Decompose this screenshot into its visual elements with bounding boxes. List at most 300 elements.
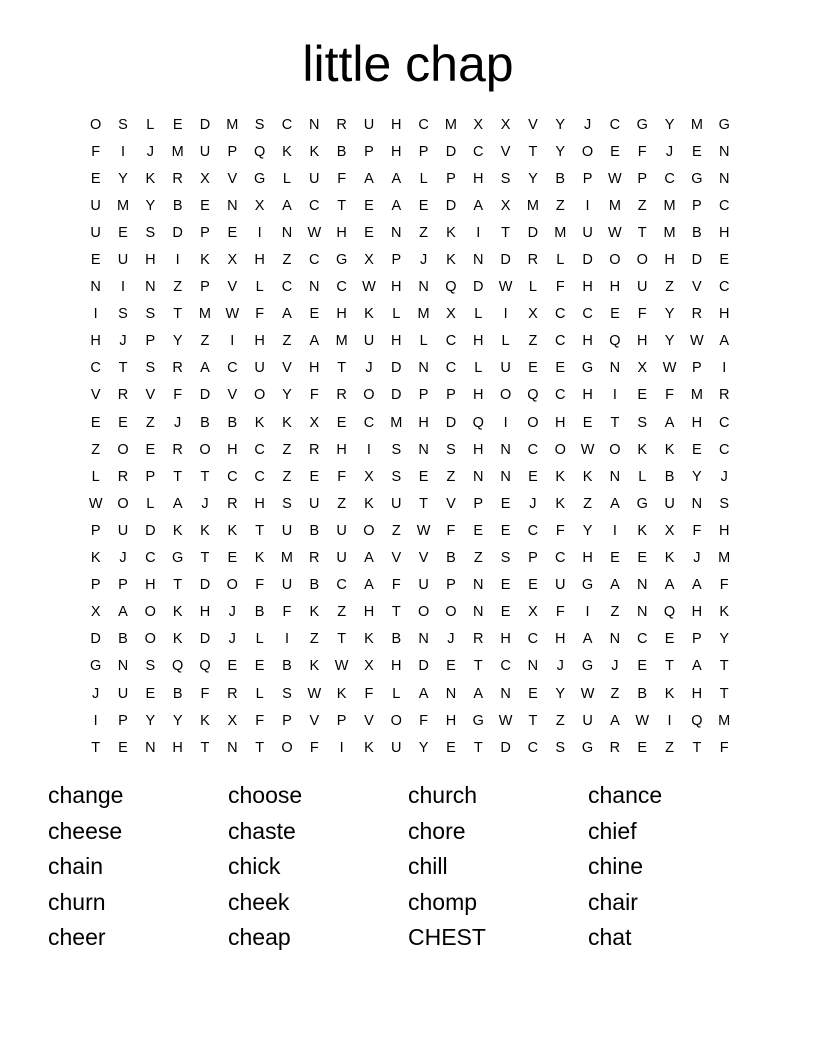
grid-letter: C [718, 279, 730, 296]
grid-letter: O [609, 252, 621, 269]
grid-letter: P [145, 333, 156, 350]
grid-letter: H [363, 604, 375, 621]
grid-letter: O [199, 441, 211, 458]
grid-letter: P [90, 522, 101, 539]
grid-letter: E [582, 414, 593, 431]
grid-letter: K [719, 604, 730, 621]
grid-letter: K [172, 631, 183, 648]
grid-letter: K [364, 739, 374, 756]
grid-letter: Y [664, 333, 675, 350]
grid-letter: E [500, 495, 511, 512]
grid-letter: H [254, 252, 265, 269]
grid-letter: C [582, 306, 593, 323]
word-list-item: chick [228, 853, 281, 880]
grid-letter: O [636, 252, 648, 269]
grid-letter: C [90, 360, 101, 377]
grid-letter: E [500, 577, 511, 594]
grid-letter: Q [609, 333, 621, 350]
grid-letter: H [555, 414, 566, 431]
word-list [48, 778, 768, 956]
grid-letter: I [93, 712, 98, 729]
grid-letter: H [691, 604, 703, 621]
grid-letter: T [719, 685, 729, 702]
grid-letter: M [444, 116, 457, 133]
grid-letter: P [473, 495, 484, 512]
grid-letter: H [336, 306, 347, 323]
grid-letter: B [692, 224, 702, 241]
grid-letter: F [555, 279, 565, 296]
grid-letter: R [473, 631, 484, 648]
grid-letter: O [581, 143, 594, 160]
grid-row [82, 653, 738, 680]
grid-letter: E [418, 468, 429, 485]
grid-letter: C [555, 306, 566, 323]
grid-letter: P [582, 170, 593, 187]
grid-letter: J [228, 604, 236, 621]
grid-letter: C [609, 116, 621, 133]
grid-letter: X [528, 604, 538, 621]
grid-letter: H [172, 739, 183, 756]
grid-letter: R [336, 116, 347, 133]
grid-letter: E [364, 197, 374, 214]
grid-letter: E [118, 414, 128, 431]
grid-row [82, 274, 738, 301]
grid-letter: C [636, 631, 648, 648]
grid-letter: T [118, 360, 128, 377]
grid-row [82, 734, 738, 761]
grid-letter: K [200, 712, 210, 729]
grid-letter: C [445, 333, 457, 350]
grid-letter: E [719, 252, 730, 269]
word-list-item: chance [588, 782, 663, 808]
grid-letter: V [227, 387, 238, 404]
grid-letter: T [173, 306, 183, 323]
grid-letter: N [473, 604, 484, 621]
grid-letter: N [500, 685, 511, 702]
grid-letter: Q [663, 604, 676, 621]
grid-letter: O [281, 739, 293, 756]
grid-letter: I [257, 224, 262, 241]
grid-letter: N [691, 495, 703, 512]
grid-letter: H [90, 333, 101, 350]
grid-letter: V [418, 550, 429, 567]
grid-letter: A [391, 170, 402, 187]
grid-letter: X [90, 604, 101, 621]
grid-letter: T [200, 550, 210, 567]
grid-letter: X [309, 414, 320, 431]
grid-letter: I [366, 441, 371, 458]
grid-letter: U [336, 522, 347, 539]
grid-letter: T [200, 468, 210, 485]
grid-letter: Y [664, 116, 675, 133]
grid-letter: J [583, 116, 592, 133]
grid-letter: N [500, 441, 511, 458]
grid-row [82, 572, 738, 599]
grid-letter: J [92, 685, 100, 702]
word-list-item: CHEST [408, 924, 486, 951]
grid-letter: P [692, 197, 702, 214]
grid-letter: F [309, 739, 319, 756]
grid-letter: C [555, 333, 566, 350]
grid-letter: J [119, 550, 127, 567]
grid-letter: A [610, 577, 620, 594]
grid-letter: A [473, 197, 484, 214]
grid-letter: H [473, 333, 484, 350]
grid-letter: V [446, 495, 456, 512]
grid-letter: N [309, 279, 320, 296]
grid-letter: W [307, 224, 322, 241]
grid-letter: K [282, 143, 292, 160]
grid-letter: W [307, 685, 322, 702]
grid-letter: X [637, 360, 648, 377]
grid-letter: O [499, 387, 512, 404]
grid-letter: R [117, 468, 129, 485]
grid-letter: U [363, 116, 375, 133]
grid-letter: L [255, 279, 264, 296]
grid-row [82, 301, 738, 328]
grid-letter: N [418, 441, 429, 458]
grid-letter: A [610, 712, 620, 729]
grid-letter: E [309, 468, 320, 485]
grid-letter: Q [172, 658, 184, 675]
grid-letter: B [282, 658, 292, 675]
grid-letter: A [473, 685, 484, 702]
letter-grid [82, 111, 738, 761]
grid-letter: Y [145, 197, 156, 214]
grid-letter: E [309, 306, 320, 323]
grid-letter: E [446, 658, 456, 675]
grid-letter: G [335, 252, 348, 269]
grid-letter: E [227, 658, 238, 675]
grid-letter: S [282, 685, 292, 702]
grid-letter: C [227, 360, 238, 377]
grid-letter: S [254, 116, 265, 133]
grid-letter: K [637, 441, 648, 458]
grid-letter: S [145, 306, 156, 323]
grid-letter: M [280, 550, 293, 567]
grid-letter: P [200, 224, 210, 241]
grid-letter: F [419, 712, 429, 729]
word-list-item: choose [228, 782, 303, 808]
grid-letter: V [309, 712, 320, 729]
grid-letter: O [609, 441, 621, 458]
grid-letter: H [445, 712, 457, 729]
grid-letter: O [226, 577, 238, 594]
grid-letter: D [172, 224, 183, 241]
word-list-item: chaste [228, 817, 296, 844]
word-list-item: church [408, 782, 478, 808]
grid-letter: X [473, 116, 484, 133]
grid-letter: W [362, 279, 376, 296]
grid-letter: N [636, 604, 648, 621]
grid-letter: H [609, 279, 621, 296]
grid-letter: K [254, 414, 265, 431]
grid-letter: S [500, 550, 511, 567]
grid-letter: C [445, 360, 457, 377]
grid-letter: I [585, 197, 590, 214]
grid-letter: K [446, 224, 456, 241]
word-list-item: chief [588, 817, 637, 844]
grid-letter: B [309, 522, 320, 539]
grid-letter: E [90, 414, 101, 431]
grid-letter: D [473, 279, 484, 296]
grid-letter: Z [282, 333, 292, 350]
grid-letter: A [719, 333, 730, 350]
word-list-item: chore [408, 817, 466, 844]
grid-letter: G [581, 658, 594, 675]
grid-letter: R [227, 685, 238, 702]
grid-letter: P [364, 143, 374, 160]
grid-letter: B [309, 577, 320, 594]
grid-letter: Z [282, 441, 292, 458]
grid-letter: K [582, 468, 593, 485]
grid-letter: W [690, 333, 704, 350]
grid-letter: K [364, 631, 374, 648]
grid-row [82, 328, 738, 355]
grid-letter: P [692, 631, 702, 648]
grid-letter: V [227, 279, 238, 296]
grid-letter: L [91, 468, 100, 485]
grid-letter: E [610, 143, 620, 160]
grid-letter: A [692, 577, 702, 594]
grid-letter: L [556, 252, 565, 269]
grid-letter: U [336, 550, 347, 567]
grid-letter: T [719, 658, 729, 675]
grid-letter: E [692, 441, 702, 458]
grid-letter: C [664, 170, 675, 187]
grid-letter: I [175, 252, 180, 269]
grid-letter: C [145, 550, 156, 567]
grid-letter: I [503, 306, 508, 323]
grid-letter: V [282, 360, 292, 377]
grid-letter: S [555, 739, 566, 756]
grid-letter: N [473, 252, 484, 269]
grid-letter: L [255, 685, 264, 702]
grid-letter: E [637, 550, 648, 567]
grid-letter: E [528, 360, 538, 377]
grid-letter: T [419, 495, 429, 512]
grid-letter: E [418, 197, 429, 214]
grid-letter: E [90, 170, 101, 187]
grid-letter: E [364, 224, 374, 241]
grid-letter: H [254, 333, 265, 350]
grid-letter: E [500, 522, 511, 539]
grid-letter: S [282, 495, 292, 512]
grid-letter: F [665, 387, 674, 404]
grid-letter: Z [337, 495, 347, 512]
grid-letter: U [254, 360, 265, 377]
grid-letter: K [336, 685, 347, 702]
grid-letter: X [364, 468, 374, 485]
grid-letter: F [555, 522, 565, 539]
grid-letter: O [144, 604, 156, 621]
grid-letter: F [200, 685, 210, 702]
grid-letter: L [392, 685, 401, 702]
grid-letter: T [692, 739, 702, 756]
grid-letter: A [664, 414, 675, 431]
grid-letter: H [309, 360, 320, 377]
grid-row [82, 355, 738, 382]
grid-letter: H [145, 252, 156, 269]
grid-letter: Q [691, 712, 703, 729]
grid-letter: Z [145, 414, 155, 431]
grid-letter: Z [665, 279, 674, 296]
grid-letter: P [418, 143, 429, 160]
grid-letter: P [336, 712, 347, 729]
grid-letter: X [364, 252, 374, 269]
grid-letter: K [172, 604, 183, 621]
grid-letter: A [418, 685, 429, 702]
grid-row [82, 436, 738, 463]
grid-letter: F [555, 604, 565, 621]
grid-letter: M [390, 414, 403, 431]
grid-letter: M [335, 333, 348, 350]
grid-letter: J [419, 252, 428, 269]
grid-letter: J [556, 658, 564, 675]
grid-letter: H [391, 658, 402, 675]
grid-letter: C [527, 739, 539, 756]
grid-letter: B [391, 631, 402, 648]
grid-letter: Z [610, 604, 620, 621]
grid-letter: F [719, 577, 729, 594]
grid-letter: V [90, 387, 101, 404]
grid-letter: T [337, 631, 347, 648]
grid-letter: C [309, 252, 320, 269]
grid-row [82, 246, 738, 273]
grid-letter: R [609, 739, 621, 756]
grid-letter: F [255, 712, 265, 729]
grid-letter: J [201, 495, 209, 512]
grid-letter: O [117, 495, 129, 512]
word-list-item: chair [588, 888, 638, 915]
grid-letter: Z [282, 252, 292, 269]
grid-letter: H [336, 441, 347, 458]
grid-letter: M [663, 197, 676, 214]
grid-letter: J [693, 550, 701, 567]
grid-letter: K [309, 658, 320, 675]
grid-letter: T [173, 468, 183, 485]
grid-letter: S [391, 441, 402, 458]
grid-row [82, 545, 738, 572]
grid-letter: H [582, 333, 593, 350]
grid-letter: X [200, 170, 210, 187]
grid-letter: A [610, 495, 620, 512]
grid-letter: B [118, 631, 128, 648]
grid-letter: H [691, 685, 703, 702]
grid-letter: B [227, 414, 238, 431]
grid-letter: N [90, 279, 101, 296]
grid-letter: R [117, 387, 129, 404]
grid-letter: O [527, 414, 539, 431]
grid-letter: L [638, 468, 647, 485]
grid-letter: E [528, 468, 538, 485]
grid-letter: N [445, 685, 457, 702]
grid-letter: Z [446, 468, 456, 485]
grid-letter: A [118, 604, 128, 621]
grid-letter: R [309, 441, 320, 458]
grid-letter: L [474, 306, 483, 323]
grid-letter: N [281, 224, 293, 241]
grid-letter: S [118, 116, 128, 133]
grid-letter: W [498, 712, 513, 729]
grid-letter: N [527, 658, 539, 675]
grid-letter: V [145, 387, 156, 404]
grid-letter: U [636, 279, 648, 296]
grid-letter: Y [118, 170, 128, 187]
grid-letter: Z [309, 631, 319, 648]
grid-letter: H [254, 495, 265, 512]
grid-letter: S [118, 306, 128, 323]
grid-letter: F [282, 604, 292, 621]
word-list-item: chill [408, 853, 448, 880]
grid-letter: B [200, 414, 210, 431]
grid-letter: L [255, 631, 264, 648]
grid-letter: C [363, 414, 375, 431]
grid-letter: U [117, 522, 129, 539]
grid-letter: X [364, 658, 374, 675]
grid-letter: J [228, 631, 236, 648]
grid-letter: Y [555, 143, 566, 160]
grid-letter: A [364, 577, 374, 594]
grid-letter: H [336, 224, 347, 241]
grid-letter: H [473, 441, 484, 458]
grid-letter: V [391, 550, 402, 567]
grid-letter: Z [583, 495, 592, 512]
grid-letter: T [528, 712, 538, 729]
grid-letter: D [199, 116, 211, 133]
grid-letter: C [309, 197, 320, 214]
grid-letter: V [500, 143, 511, 160]
grid-letter: I [230, 333, 235, 350]
grid-letter: N [473, 577, 484, 594]
grid-letter: R [172, 360, 183, 377]
grid-letter: Z [391, 522, 401, 539]
grid-letter: W [580, 441, 595, 458]
grid-letter: F [719, 739, 729, 756]
grid-letter: A [282, 197, 292, 214]
grid-letter: K [200, 522, 210, 539]
grid-letter: D [391, 360, 402, 377]
grid-letter: E [446, 739, 456, 756]
grid-letter: G [581, 739, 594, 756]
grid-letter: K [637, 522, 648, 539]
grid-letter: M [526, 197, 539, 214]
grid-row [82, 599, 738, 626]
grid-letter: H [227, 441, 238, 458]
grid-letter: B [172, 197, 183, 214]
grid-row [82, 192, 738, 219]
grid-letter: Y [282, 387, 292, 404]
grid-letter: P [227, 143, 238, 160]
grid-letter: N [145, 279, 156, 296]
grid-letter: L [146, 116, 155, 133]
grid-letter: A [391, 197, 402, 214]
grid-letter: T [391, 604, 401, 621]
grid-letter: O [117, 441, 129, 458]
grid-letter: E [473, 522, 484, 539]
grid-letter: K [555, 468, 566, 485]
grid-letter: B [637, 685, 648, 702]
grid-letter: T [665, 658, 674, 675]
grid-letter: G [172, 550, 184, 567]
grid-letter: H [418, 414, 429, 431]
grid-letter: N [145, 739, 156, 756]
grid-letter: I [93, 306, 98, 323]
grid-letter: C [718, 441, 730, 458]
grid-letter: C [254, 468, 265, 485]
grid-letter: C [527, 441, 539, 458]
grid-row [82, 517, 738, 544]
